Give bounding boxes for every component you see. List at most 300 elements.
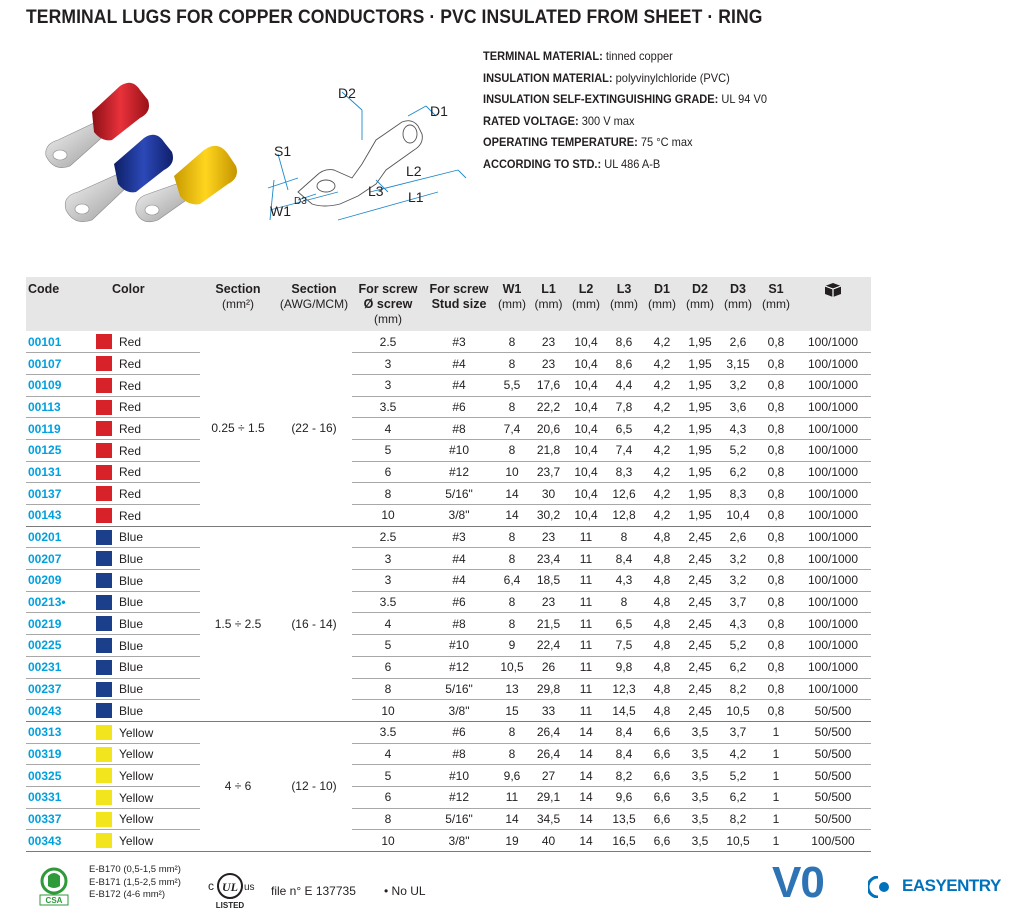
cell-screw: 8 — [352, 483, 424, 505]
cell-stud: #6 — [424, 721, 494, 743]
cell-d2: 2,45 — [681, 570, 719, 592]
cell-w1: 10 — [494, 461, 530, 483]
cell-s1: 1 — [757, 830, 795, 852]
cell-l1: 23,4 — [530, 548, 567, 570]
cell-d1: 4,2 — [643, 353, 681, 375]
cell-l3: 12,6 — [605, 483, 643, 505]
header-l3 — [605, 277, 643, 331]
cell-s1: 0,8 — [757, 526, 795, 548]
cell-screw: 6 — [352, 786, 424, 808]
cell-l1: 26,4 — [530, 743, 567, 765]
cell-color — [96, 808, 200, 830]
cell-s1: 0,8 — [757, 418, 795, 440]
cell-d1: 6,6 — [643, 765, 681, 787]
cell-color — [96, 678, 200, 700]
cell-w1: 8 — [494, 721, 530, 743]
cell-d3: 4,3 — [719, 613, 757, 635]
cell-screw: 3.5 — [352, 721, 424, 743]
header-line: D1 — [654, 282, 670, 296]
cell-code: 00113 — [26, 396, 96, 418]
table-row — [26, 418, 871, 440]
spec-value: 75 °C max — [637, 135, 693, 149]
cell-l2: 10,4 — [567, 374, 605, 396]
color-label: Red — [119, 443, 142, 458]
cell-d2: 1,95 — [681, 418, 719, 440]
csa-certificates — [89, 864, 181, 902]
cell-d2: 3,5 — [681, 786, 719, 808]
cell-d2: 1,95 — [681, 331, 719, 353]
cell-screw: 5 — [352, 635, 424, 657]
header-line: For screw — [358, 282, 418, 296]
cell-d1: 4,8 — [643, 613, 681, 635]
header-line: Stud size — [431, 297, 487, 311]
table-row — [26, 591, 871, 613]
cell-d2: 2,45 — [681, 635, 719, 657]
cell-d2: 1,95 — [681, 439, 719, 461]
ul-us: us — [244, 882, 255, 893]
cell-s1: 0,8 — [757, 505, 795, 527]
color-label: Red — [119, 486, 142, 501]
cell-l2: 14 — [567, 786, 605, 808]
cell-l1: 18,5 — [530, 570, 567, 592]
color-swatch — [96, 573, 112, 588]
cell-stud: #3 — [424, 526, 494, 548]
cell-w1: 6,4 — [494, 570, 530, 592]
cell-l3: 8 — [605, 591, 643, 613]
cell-s1: 0,8 — [757, 548, 795, 570]
header-line: (mm) — [610, 297, 638, 311]
cell-screw: 4 — [352, 613, 424, 635]
cell-color — [96, 374, 200, 396]
color-swatch — [96, 833, 112, 848]
header-line: Section — [291, 282, 337, 296]
cell-d3: 3,2 — [719, 374, 757, 396]
cell-code: 00219 — [26, 613, 96, 635]
easyentry-logo-icon — [868, 876, 898, 898]
cell-w1: 9 — [494, 635, 530, 657]
cell-d3: 3,6 — [719, 396, 757, 418]
table-row — [26, 786, 871, 808]
cell-stud: 3/8" — [424, 700, 494, 722]
cell-code: 00237 — [26, 678, 96, 700]
label-d1: D1 — [430, 103, 448, 119]
cell-d2: 1,95 — [681, 483, 719, 505]
color-label: Blue — [119, 573, 144, 588]
spec-label: TERMINAL MATERIAL: — [483, 49, 603, 63]
color-label: Blue — [119, 551, 144, 566]
cell-d2: 1,95 — [681, 374, 719, 396]
cell-d1: 4,2 — [643, 483, 681, 505]
cell-l3: 8,6 — [605, 353, 643, 375]
spec-terminal-material — [483, 46, 767, 68]
cell-l3: 4,3 — [605, 570, 643, 592]
cell-s1: 0,8 — [757, 678, 795, 700]
cell-pack: 50/500 — [795, 765, 871, 787]
cell-l1: 22,2 — [530, 396, 567, 418]
header-d1 — [643, 277, 681, 331]
header-line: L2 — [578, 282, 594, 296]
color-swatch — [96, 356, 112, 371]
cell-l2: 14 — [567, 808, 605, 830]
cell-d1: 4,2 — [643, 439, 681, 461]
cell-stud: #4 — [424, 353, 494, 375]
ul-listed-logo-icon — [206, 870, 266, 910]
spec-value: tinned copper — [602, 49, 673, 63]
table-row — [26, 396, 871, 418]
color-label: Red — [119, 400, 142, 415]
cell-stud: 5/16" — [424, 808, 494, 830]
cell-color — [96, 721, 200, 743]
cell-pack: 100/1000 — [795, 396, 871, 418]
cell-l3: 14,5 — [605, 700, 643, 722]
cell-d3: 3,2 — [719, 570, 757, 592]
cell-d3: 8,2 — [719, 808, 757, 830]
cell-code: 00119 — [26, 418, 96, 440]
cell-l1: 26,4 — [530, 721, 567, 743]
cell-l3: 8,4 — [605, 548, 643, 570]
cell-w1: 8 — [494, 331, 530, 353]
table-row — [26, 374, 871, 396]
header-l1 — [530, 277, 567, 331]
cell-d1: 4,2 — [643, 418, 681, 440]
cell-d2: 2,45 — [681, 526, 719, 548]
color-swatch — [96, 703, 112, 718]
table-row — [26, 483, 871, 505]
cell-pack: 50/500 — [795, 808, 871, 830]
cell-d2: 3,5 — [681, 808, 719, 830]
color-label: Blue — [119, 616, 144, 631]
cell-color — [96, 353, 200, 375]
cell-stud: #12 — [424, 461, 494, 483]
cell-d3: 3,7 — [719, 591, 757, 613]
cell-screw: 10 — [352, 505, 424, 527]
color-label: Yellow — [119, 833, 154, 848]
spec-label: OPERATING TEMPERATURE: — [483, 135, 638, 149]
color-label: Red — [119, 465, 142, 480]
cell-pack: 100/1000 — [795, 526, 871, 548]
cell-section-awg: (16 - 14) — [276, 526, 352, 721]
cell-stud: 3/8" — [424, 505, 494, 527]
header-line: S1 — [768, 282, 784, 296]
csa-item: E-B172 (4-6 mm²) — [89, 889, 166, 900]
color-swatch — [96, 334, 112, 349]
cell-w1: 14 — [494, 483, 530, 505]
cell-stud: 5/16" — [424, 483, 494, 505]
table-row — [26, 700, 871, 722]
cell-code: 00101 — [26, 331, 96, 353]
cell-d2: 3,5 — [681, 830, 719, 852]
color-label: Red — [119, 508, 142, 523]
cell-d3: 6,2 — [719, 461, 757, 483]
cell-d1: 4,2 — [643, 331, 681, 353]
color-swatch — [96, 551, 112, 566]
cell-l3: 9,8 — [605, 656, 643, 678]
cell-code: 00337 — [26, 808, 96, 830]
ul-file-number: file n° E 137735 — [271, 884, 356, 898]
color-label: Red — [119, 356, 142, 371]
cell-l1: 23,7 — [530, 461, 567, 483]
cell-color — [96, 439, 200, 461]
cell-l1: 30,2 — [530, 505, 567, 527]
color-swatch — [96, 768, 112, 783]
header-section-mm — [200, 277, 276, 331]
color-label: Yellow — [119, 790, 154, 805]
cell-l2: 11 — [567, 656, 605, 678]
cell-screw: 10 — [352, 700, 424, 722]
cell-color — [96, 483, 200, 505]
cell-d3: 6,2 — [719, 786, 757, 808]
cell-l2: 11 — [567, 613, 605, 635]
csa-logo-text: CSA — [45, 896, 63, 905]
cell-l2: 11 — [567, 570, 605, 592]
header-d2 — [681, 277, 719, 331]
cell-d1: 4,8 — [643, 700, 681, 722]
cell-s1: 0,8 — [757, 570, 795, 592]
color-label: Blue — [119, 660, 144, 675]
cell-l3: 8,4 — [605, 743, 643, 765]
cell-stud: #4 — [424, 374, 494, 396]
cell-l2: 10,4 — [567, 461, 605, 483]
cell-d3: 5,2 — [719, 765, 757, 787]
cell-screw: 3.5 — [352, 591, 424, 613]
cell-screw: 2.5 — [352, 331, 424, 353]
header-line: L1 — [541, 282, 556, 296]
cell-code: 00231 — [26, 656, 96, 678]
cell-d3: 4,3 — [719, 418, 757, 440]
header-l2 — [567, 277, 605, 331]
cell-stud: 3/8" — [424, 830, 494, 852]
cell-w1: 5,5 — [494, 374, 530, 396]
cell-color — [96, 570, 200, 592]
cell-code: 00325 — [26, 765, 96, 787]
cell-l3: 8 — [605, 526, 643, 548]
spec-label: RATED VOLTAGE: — [483, 113, 579, 128]
cell-w1: 14 — [494, 505, 530, 527]
table-row — [26, 830, 871, 852]
cell-pack: 100/1000 — [795, 483, 871, 505]
table-row — [26, 331, 871, 353]
cell-pack: 50/500 — [795, 721, 871, 743]
cell-l3: 8,3 — [605, 461, 643, 483]
cell-l1: 22,4 — [530, 635, 567, 657]
cell-pack: 100/1000 — [795, 374, 871, 396]
cell-code: 00131 — [26, 461, 96, 483]
cell-screw: 8 — [352, 678, 424, 700]
color-swatch — [96, 595, 112, 610]
cell-w1: 8 — [494, 526, 530, 548]
color-label: Blue — [119, 703, 144, 718]
color-swatch — [96, 812, 112, 827]
cell-w1: 8 — [494, 613, 530, 635]
color-label: Yellow — [119, 747, 154, 762]
header-line: (mm) — [498, 297, 526, 311]
header-line: (mm) — [724, 297, 752, 311]
cell-pack: 100/1000 — [795, 613, 871, 635]
cell-screw: 5 — [352, 439, 424, 461]
cell-l1: 30 — [530, 483, 567, 505]
cell-s1: 1 — [757, 765, 795, 787]
cell-code: 00125 — [26, 439, 96, 461]
cell-w1: 15 — [494, 700, 530, 722]
header-color: Color — [96, 277, 200, 331]
cell-d2: 1,95 — [681, 396, 719, 418]
cell-d2: 2,45 — [681, 656, 719, 678]
cell-d3: 2,6 — [719, 526, 757, 548]
color-swatch — [96, 530, 112, 545]
cell-color — [96, 526, 200, 548]
cell-d1: 4,8 — [643, 526, 681, 548]
spec-value: UL 94 V0 — [718, 92, 768, 106]
cell-d3: 8,3 — [719, 483, 757, 505]
color-swatch — [96, 508, 112, 523]
cell-stud: #8 — [424, 743, 494, 765]
cell-code: 00213• — [26, 591, 96, 613]
cell-pack: 100/1000 — [795, 353, 871, 375]
table-row — [26, 353, 871, 375]
color-swatch — [96, 443, 112, 458]
cell-s1: 0,8 — [757, 700, 795, 722]
label-s1: S1 — [274, 143, 292, 159]
header-w1 — [494, 277, 530, 331]
cell-code: 00207 — [26, 548, 96, 570]
cell-code: 00243 — [26, 700, 96, 722]
color-label: Red — [119, 378, 142, 393]
header-line: D3 — [730, 282, 746, 296]
spec-label: ACCORDING TO STD.: — [483, 156, 602, 171]
product-photo — [36, 78, 248, 238]
cell-d1: 6,6 — [643, 808, 681, 830]
cell-color — [96, 700, 200, 722]
header-s1 — [757, 277, 795, 331]
cell-w1: 7,4 — [494, 418, 530, 440]
cell-d2: 2,45 — [681, 548, 719, 570]
cell-d2: 2,45 — [681, 591, 719, 613]
table-row — [26, 678, 871, 700]
cell-s1: 0,8 — [757, 331, 795, 353]
cell-d2: 2,45 — [681, 678, 719, 700]
cell-pack: 100/500 — [795, 830, 871, 852]
cell-code: 00137 — [26, 483, 96, 505]
color-swatch — [96, 616, 112, 631]
cell-color — [96, 635, 200, 657]
cell-s1: 1 — [757, 743, 795, 765]
cell-code: 00107 — [26, 353, 96, 375]
technical-drawing — [258, 80, 486, 240]
product-table — [26, 277, 871, 852]
cell-l2: 10,4 — [567, 439, 605, 461]
ul-c: c — [208, 879, 214, 893]
cell-section-awg: (12 - 10) — [276, 721, 352, 851]
cell-l1: 23 — [530, 353, 567, 375]
cell-stud: #12 — [424, 656, 494, 678]
cell-s1: 0,8 — [757, 635, 795, 657]
spec-standard — [483, 154, 767, 176]
cell-s1: 0,8 — [757, 439, 795, 461]
cell-l2: 10,4 — [567, 418, 605, 440]
cell-d1: 6,6 — [643, 830, 681, 852]
cell-color — [96, 743, 200, 765]
label-w1: W1 — [270, 203, 291, 219]
cell-l2: 11 — [567, 678, 605, 700]
no-ul-note: • No UL — [384, 884, 426, 898]
spec-insulation-material — [483, 68, 767, 90]
cell-screw: 3.5 — [352, 396, 424, 418]
cell-w1: 10,5 — [494, 656, 530, 678]
header-d3 — [719, 277, 757, 331]
cell-l1: 17,6 — [530, 374, 567, 396]
cell-color — [96, 656, 200, 678]
cell-l2: 14 — [567, 765, 605, 787]
cell-l3: 7,4 — [605, 439, 643, 461]
header-line: W1 — [502, 282, 522, 296]
cell-l1: 23 — [530, 526, 567, 548]
cell-screw: 4 — [352, 418, 424, 440]
cell-s1: 0,8 — [757, 613, 795, 635]
color-swatch — [96, 747, 112, 762]
cell-stud: #12 — [424, 786, 494, 808]
header-line: D2 — [692, 282, 708, 296]
cell-d1: 4,8 — [643, 548, 681, 570]
cell-code: 00201 — [26, 526, 96, 548]
cell-l2: 11 — [567, 635, 605, 657]
color-swatch — [96, 378, 112, 393]
header-stud — [424, 277, 494, 331]
color-swatch — [96, 465, 112, 480]
cell-stud: 5/16" — [424, 678, 494, 700]
color-swatch — [96, 725, 112, 740]
table-row — [26, 548, 871, 570]
spec-operating-temperature — [483, 132, 767, 154]
header-line: (mm) — [572, 297, 600, 311]
cell-pack: 50/500 — [795, 786, 871, 808]
package-icon — [823, 282, 843, 298]
cell-pack: 100/1000 — [795, 656, 871, 678]
header-line: (AWG/MCM) — [279, 297, 349, 311]
cell-pack: 50/500 — [795, 743, 871, 765]
table-row — [26, 613, 871, 635]
cell-s1: 0,8 — [757, 483, 795, 505]
cell-screw: 3 — [352, 353, 424, 375]
cell-s1: 0,8 — [757, 353, 795, 375]
cell-l1: 20,6 — [530, 418, 567, 440]
cell-color — [96, 331, 200, 353]
cell-code: 00209 — [26, 570, 96, 592]
cell-l1: 29,8 — [530, 678, 567, 700]
table-row — [26, 721, 871, 743]
cell-color — [96, 786, 200, 808]
header-line: (mm) — [374, 312, 402, 326]
table-row — [26, 505, 871, 527]
spec-extinguishing-grade — [483, 89, 767, 111]
color-swatch — [96, 638, 112, 653]
cell-d2: 3,5 — [681, 765, 719, 787]
cell-l1: 33 — [530, 700, 567, 722]
cell-l1: 34,5 — [530, 808, 567, 830]
cell-d3: 2,6 — [719, 331, 757, 353]
cell-s1: 0,8 — [757, 656, 795, 678]
cell-section-mm: 1.5 ÷ 2.5 — [200, 526, 276, 721]
ul-mark: UL — [222, 880, 238, 894]
table-row — [26, 526, 871, 548]
cell-screw: 3 — [352, 374, 424, 396]
color-label: Yellow — [119, 768, 154, 783]
cell-color — [96, 461, 200, 483]
cell-w1: 8 — [494, 439, 530, 461]
color-label: Red — [119, 334, 142, 349]
cell-d1: 4,2 — [643, 461, 681, 483]
specifications — [483, 46, 792, 175]
cell-screw: 6 — [352, 656, 424, 678]
